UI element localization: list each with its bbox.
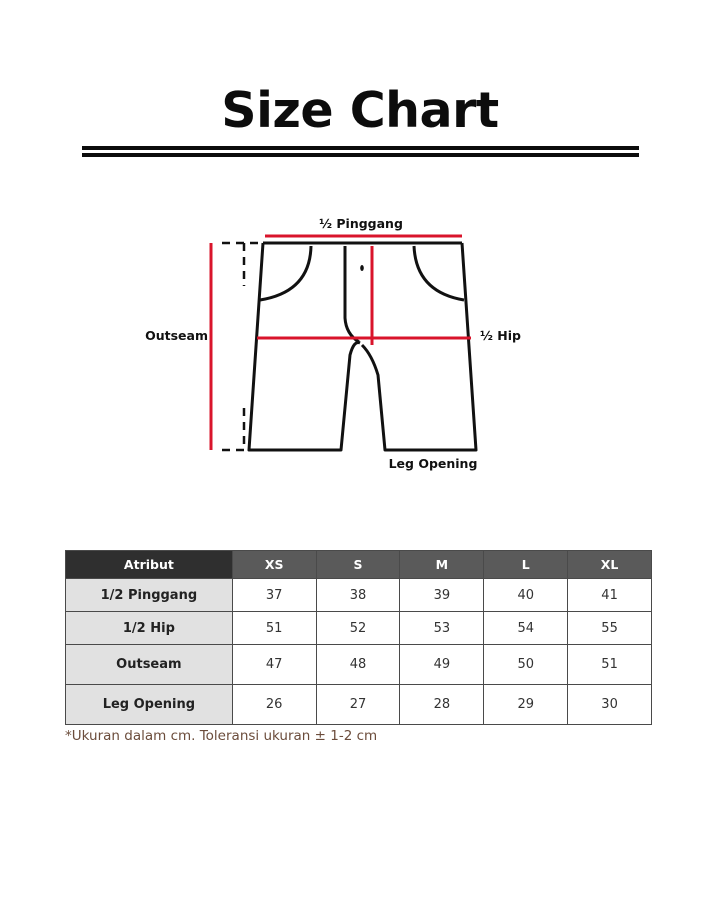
row-label: 1/2 Pinggang [66, 579, 233, 612]
table-cell: 39 [400, 579, 484, 612]
table-cell: 49 [400, 645, 484, 685]
shorts-measurement-diagram [0, 200, 720, 490]
table-cell: 28 [400, 685, 484, 725]
table-row [66, 579, 652, 612]
table-cell: 54 [484, 612, 568, 645]
half-hip-label: ½ Hip [480, 328, 521, 343]
table-header-row [66, 551, 652, 579]
table-cell: 38 [316, 579, 400, 612]
table-cell: 51 [232, 612, 316, 645]
table-cell: 41 [568, 579, 652, 612]
table-cell: 50 [484, 645, 568, 685]
column-header-size: L [484, 551, 568, 579]
table-cell: 29 [484, 685, 568, 725]
title-divider-top [82, 146, 639, 150]
table-cell: 52 [316, 612, 400, 645]
left-pocket-line [260, 246, 311, 300]
page-title: Size Chart [221, 82, 499, 139]
table-cell: 40 [484, 579, 568, 612]
table-cell: 51 [568, 645, 652, 685]
column-header-size: S [316, 551, 400, 579]
table-cell: 55 [568, 612, 652, 645]
table-cell: 27 [316, 685, 400, 725]
shorts-outline [249, 243, 476, 450]
size-table [65, 550, 652, 725]
size-tolerance-note: *Ukuran dalam cm. Toleransi ukuran ± 1-2 cm [65, 728, 378, 744]
table-cell: 53 [400, 612, 484, 645]
half-waist-label: ½ Pinggang [319, 216, 403, 231]
fly-line [345, 246, 359, 342]
leg-opening-label: Leg Opening [388, 456, 478, 471]
row-label: 1/2 Hip [66, 612, 233, 645]
column-header-size: M [400, 551, 484, 579]
table-row [66, 685, 652, 725]
table-row [66, 612, 652, 645]
table-cell: 47 [232, 645, 316, 685]
right-leg-outline [362, 243, 476, 450]
table-row [66, 645, 652, 685]
table-cell: 30 [568, 685, 652, 725]
row-label: Leg Opening [66, 685, 233, 725]
right-pocket-line [414, 246, 464, 300]
column-header-size: XL [568, 551, 652, 579]
outseam-label: Outseam [145, 328, 208, 343]
table-cell: 48 [316, 645, 400, 685]
title-divider-bottom [82, 153, 639, 157]
column-header-attribute: Atribut [66, 551, 233, 579]
column-header-size: XS [232, 551, 316, 579]
button-icon [360, 265, 364, 271]
row-label: Outseam [66, 645, 233, 685]
table-cell: 26 [232, 685, 316, 725]
table-cell: 37 [232, 579, 316, 612]
